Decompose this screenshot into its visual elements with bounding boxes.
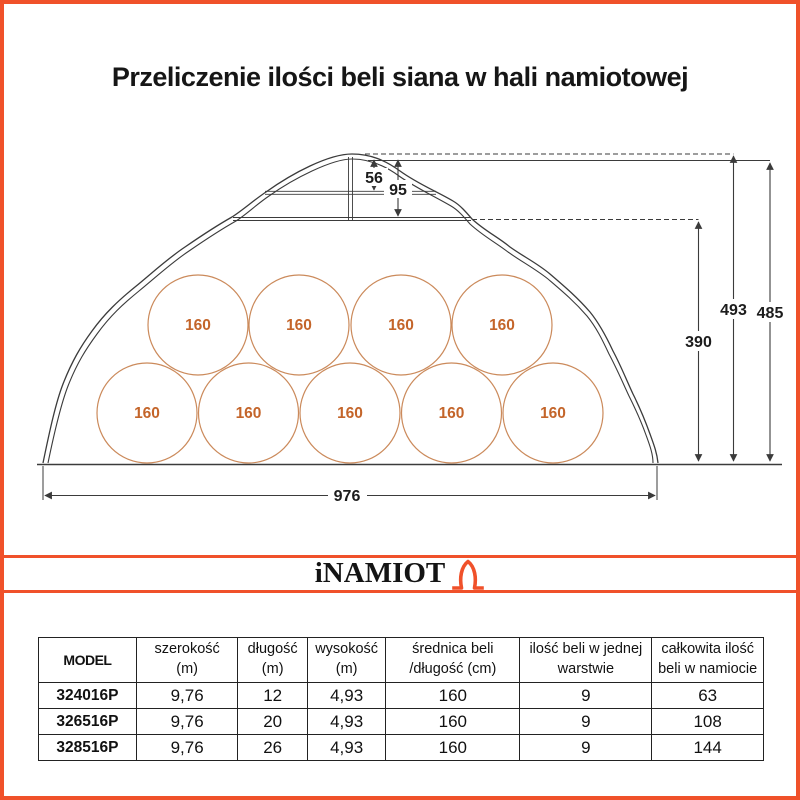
dimension-label-493: 493	[720, 302, 747, 319]
total-bales-cell: 108	[652, 709, 764, 735]
column-header-model: MODEL	[39, 638, 137, 683]
dimension-label-976: 976	[333, 488, 361, 505]
page-title: Przeliczenie ilości beli siana w hali namiotowej	[111, 62, 689, 92]
ridge-post	[349, 157, 353, 220]
width-cell: 9,76	[136, 735, 238, 761]
bale-diameter-label: 160	[235, 405, 262, 422]
length-cell: 20	[238, 709, 308, 735]
model-cell: 328516P	[39, 735, 137, 761]
total-bales-cell: 144	[652, 735, 764, 761]
table-row	[39, 709, 764, 735]
height-cell: 4,93	[307, 683, 385, 709]
dimension-label-95: 95	[389, 182, 407, 199]
dimension-label-485: 485	[756, 305, 784, 322]
width-cell: 9,76	[136, 683, 238, 709]
bales-per-layer-cell: 9	[520, 735, 652, 761]
bale-diameter-label: 160	[337, 405, 363, 422]
height-cell: 4,93	[307, 709, 385, 735]
table-row	[39, 735, 764, 761]
bale-diameter-cell: 160	[386, 709, 520, 735]
lower-purlin	[233, 218, 471, 221]
dimension-label-masks	[328, 168, 788, 504]
bale-diameter-label: 160	[540, 405, 566, 422]
column-header-bale-diameter: średnica beli /długość (cm)	[386, 638, 520, 683]
bale-diameter-label: 160	[489, 317, 515, 334]
dimension-label-390: 390	[685, 334, 712, 351]
column-header-width: szerokość (m)	[136, 638, 238, 683]
bales-per-layer-cell: 9	[520, 683, 652, 709]
model-cell: 326516P	[39, 709, 137, 735]
table-row	[39, 683, 764, 709]
bale-diameter-cell: 160	[386, 735, 520, 761]
bale-diameter-cell: 160	[386, 683, 520, 709]
bale-diameter-label: 160	[286, 317, 312, 334]
length-cell: 26	[238, 735, 308, 761]
tent-house-icon	[451, 556, 485, 592]
column-header-height: wysokość (m)	[307, 638, 385, 683]
model-spec-table	[38, 637, 764, 761]
bale-diameter-label: 160	[134, 405, 160, 422]
width-cell: 9,76	[136, 709, 238, 735]
tent-cross-section-diagram	[0, 4, 800, 549]
dimension-label-56: 56	[365, 170, 383, 187]
column-header-bales-per-layer: ilość beli w jednej warstwie	[520, 638, 652, 683]
bale-diameter-label: 160	[185, 317, 211, 334]
length-cell: 12	[238, 683, 308, 709]
model-cell: 324016P	[39, 683, 137, 709]
bales-per-layer-cell: 9	[520, 709, 652, 735]
column-header-length: długość (m)	[238, 638, 308, 683]
bale-diameter-label: 160	[438, 405, 465, 422]
table-header-row	[39, 638, 764, 683]
bale-diameter-label: 160	[388, 317, 414, 334]
height-cell: 4,93	[307, 735, 385, 761]
column-header-total-bales: całkowita ilość beli w namiocie	[652, 638, 764, 683]
total-bales-cell: 63	[652, 683, 764, 709]
hay-bales	[97, 275, 603, 463]
brand-logo-text: iNAMIOT	[314, 556, 446, 589]
brand-logo	[4, 556, 796, 592]
